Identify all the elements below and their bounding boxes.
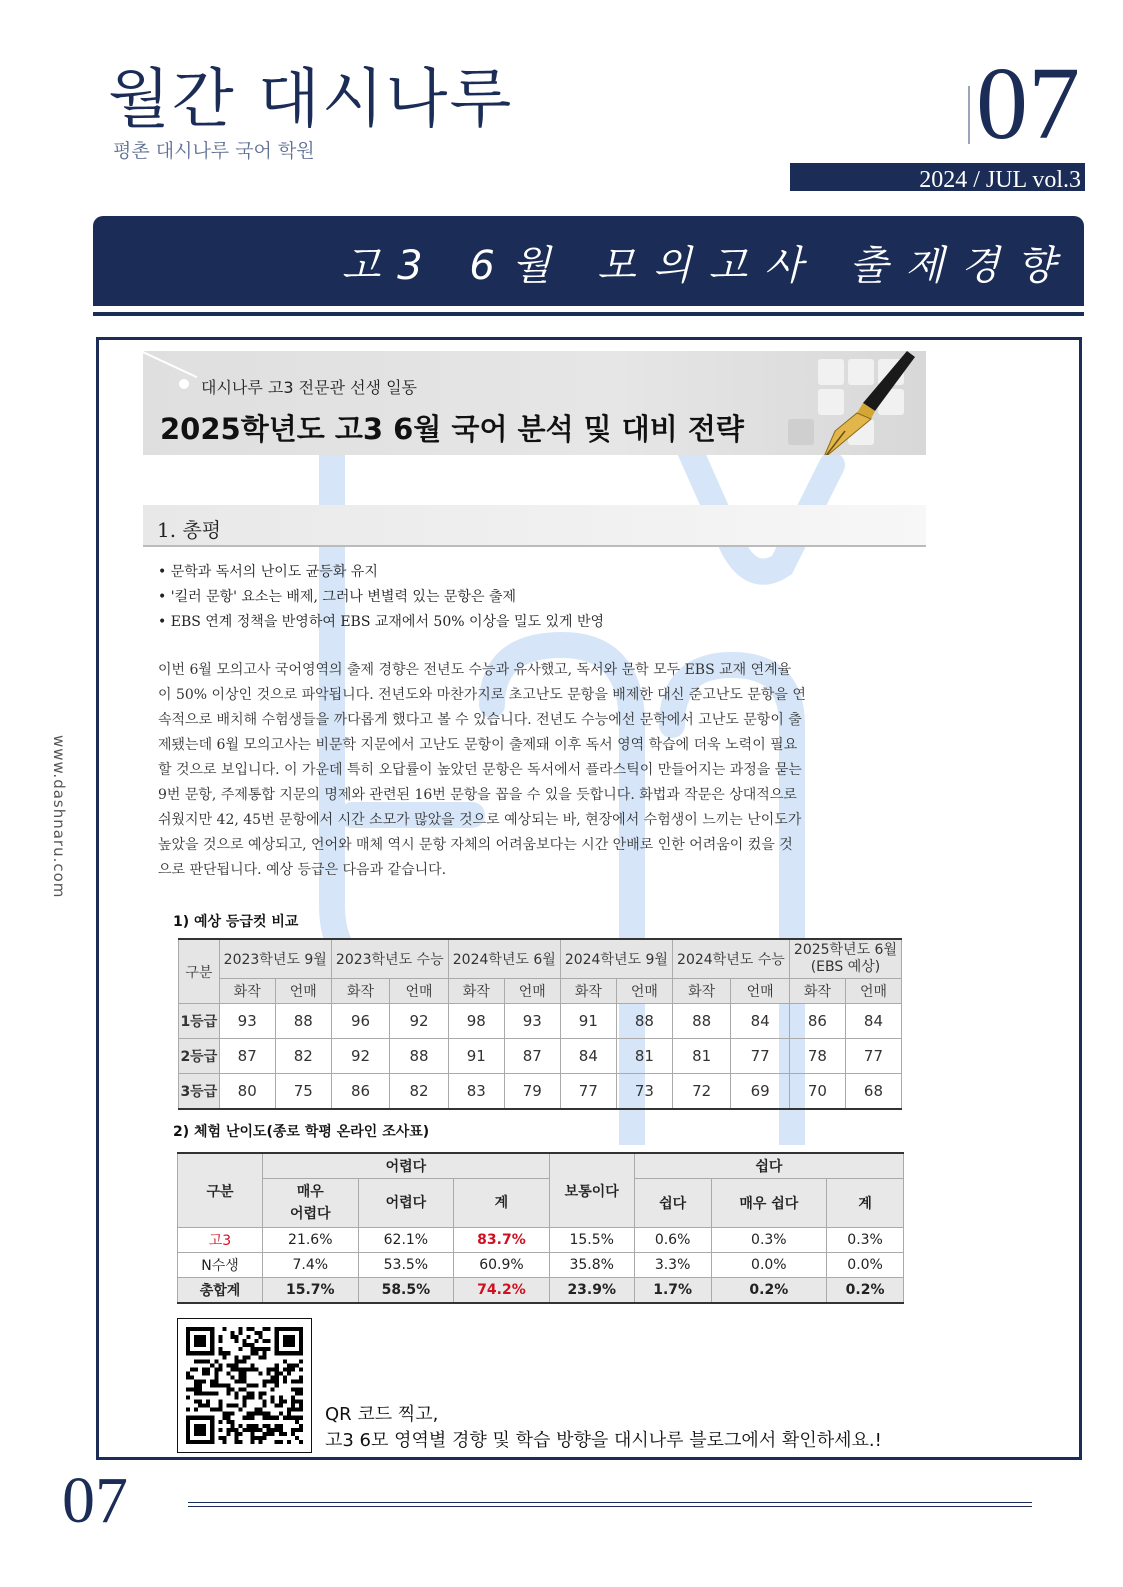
subject-header: 언매 [275, 979, 331, 1004]
subject-header: 언매 [616, 979, 672, 1004]
grade-cut-cell: 87 [219, 1039, 275, 1074]
issue-number: 07 [976, 46, 1080, 161]
percent-cell: 1.7% [634, 1278, 711, 1304]
subject-header: 언매 [390, 979, 449, 1004]
grade-cut-cell: 83 [448, 1074, 504, 1110]
magazine-title: 월간 대시나루 [108, 63, 514, 137]
row-label: 고3 [178, 1228, 263, 1253]
banner-underline [93, 312, 1084, 316]
grade-cut-cell: 82 [390, 1074, 449, 1110]
grade-cut-cell: 72 [672, 1074, 731, 1110]
grade-cut-cell: 77 [731, 1039, 790, 1074]
table1-caption: 1) 예상 등급컷 비교 [173, 914, 299, 930]
bullet-item: • '킬러 문항' 요소는 배제, 그러나 변별력 있는 문항은 출제 [158, 585, 604, 610]
subject-header: 언매 [504, 979, 560, 1004]
paragraph-line: 이번 6월 모의고사 국어영역의 출제 경향은 전년도 수능과 유사했고, 독서와 문학 모두 EBS 교재 연계율 [158, 662, 792, 678]
issue-divider [968, 86, 970, 144]
grade-cut-cell: 98 [448, 1004, 504, 1039]
table-corner: 구분 [178, 1153, 263, 1228]
grade-cut-cell: 68 [845, 1074, 901, 1110]
grade-cut-cell: 73 [616, 1074, 672, 1110]
grade-cut-cell: 79 [504, 1074, 560, 1110]
grade-cut-cell: 80 [219, 1074, 275, 1110]
bullet-dot-icon [179, 379, 189, 389]
grade-cut-cell: 75 [275, 1074, 331, 1110]
grade-cut-cell: 88 [275, 1004, 331, 1039]
subject-header: 화작 [331, 979, 390, 1004]
article-title: 2025학년도 고3 6월 국어 분석 및 대비 전략 [160, 412, 744, 446]
footer-issue-number: 07 [62, 1464, 128, 1537]
grade-cut-cell: 92 [390, 1004, 449, 1039]
grade-cut-cell: 91 [448, 1039, 504, 1074]
grade-cut-cell: 91 [560, 1004, 616, 1039]
grade-label: 1등급 [179, 1004, 220, 1039]
exam-header: 2024학년도 9월 [560, 939, 672, 979]
paragraph-line: 쉬웠지만 42, 45번 문항에서 시간 소모가 많았을 것으로 예상되는 바, 현장에서 수험생이 느끼는 난이도가 [158, 812, 802, 828]
grade-cut-cell: 87 [504, 1039, 560, 1074]
subject-header: 언매 [845, 979, 901, 1004]
subject-header: 화작 [560, 979, 616, 1004]
percent-cell: 3.3% [634, 1253, 711, 1278]
percent-cell: 0.3% [711, 1228, 827, 1253]
percent-cell: 23.9% [549, 1278, 634, 1304]
footer-rule [188, 1502, 1032, 1507]
paragraph-line: 으로 판단됩니다. 예상 등급은 다음과 같습니다. [158, 862, 447, 878]
group-header-hard: 어렵다 [263, 1153, 550, 1179]
grade-cut-cell: 82 [275, 1039, 331, 1074]
grade-cut-cell: 96 [331, 1004, 390, 1039]
paragraph-line: 이 50% 이상인 것으로 파악됩니다. 전년도와 마찬가지로 초고난도 문항을 배제한 대신 준고난도 문항을 연 [158, 687, 806, 703]
banner-title: 고3 6월 모의고사 출제경향 [341, 243, 1072, 289]
side-url: www.dashnaru.com [50, 735, 68, 899]
difficulty-subheader: 계 [827, 1179, 904, 1228]
grade-label: 2등급 [179, 1039, 220, 1074]
grade-cut-cell: 84 [560, 1039, 616, 1074]
exam-header: 2025학년도 6월 (EBS 예상) [789, 939, 901, 979]
grade-cut-cell: 93 [504, 1004, 560, 1039]
grade-cut-cell: 77 [560, 1074, 616, 1110]
table-row [179, 1039, 902, 1074]
difficulty-subheader: 계 [454, 1179, 550, 1228]
grade-cut-cell: 88 [390, 1039, 449, 1074]
qr-caption [325, 1402, 882, 1454]
side-url-container [50, 735, 88, 899]
exam-header: 2023학년도 9월 [219, 939, 331, 979]
summary-bullets [158, 560, 604, 635]
table2-caption: 2) 체험 난이도(종로 학평 온라인 조사표) [173, 1124, 430, 1140]
subject-header: 화작 [448, 979, 504, 1004]
decorative-line [143, 351, 197, 378]
bullet-item: • 문학과 독서의 난이도 균등화 유지 [158, 560, 604, 585]
difficulty-subheader: 어렵다 [358, 1179, 454, 1228]
percent-cell: 15.5% [549, 1228, 634, 1253]
percent-cell: 35.8% [549, 1253, 634, 1278]
table-row [178, 1228, 904, 1253]
table-corner: 구분 [179, 939, 220, 1004]
section-title-text: 1. 총평 [157, 518, 222, 542]
percent-cell: 15.7% [263, 1278, 359, 1304]
percent-cell: 0.3% [827, 1228, 904, 1253]
banner [93, 216, 1084, 306]
exam-header: 2023학년도 수능 [331, 939, 448, 979]
paragraph-line: 속적으로 배치해 수험생들을 까다롭게 했다고 볼 수 있습니다. 전년도 수능에선 문학에서 고난도 문항이 출 [158, 712, 802, 728]
percent-cell: 7.4% [263, 1253, 359, 1278]
percent-cell: 0.2% [711, 1278, 827, 1304]
fountain-pen-icon [815, 351, 915, 455]
grade-cut-cell: 88 [672, 1004, 731, 1039]
section-title [143, 505, 926, 547]
paragraph-line: 제됐는데 6월 모의고사는 비문학 지문에서 고난도 문항이 출제돼 이후 독서 영역 학습에 더욱 노력이 필요 [158, 737, 798, 753]
exam-header: 2024학년도 6월 [448, 939, 560, 979]
difficulty-subheader: 쉽다 [634, 1179, 711, 1228]
difficulty-subheader: 매우 어렵다 [263, 1179, 359, 1228]
arrow-square-icon [788, 419, 814, 445]
grade-cut-cell: 88 [616, 1004, 672, 1039]
table-row [179, 1074, 902, 1110]
grade-cut-cell: 70 [789, 1074, 845, 1110]
subject-header: 화작 [789, 979, 845, 1004]
bullet-item: • EBS 연계 정책을 반영하여 EBS 교재에서 50% 이상을 밀도 있게 반영 [158, 610, 604, 635]
subject-header: 화작 [219, 979, 275, 1004]
percent-cell: 0.6% [634, 1228, 711, 1253]
qr-code-icon[interactable] [177, 1318, 312, 1453]
grade-cut-table [178, 938, 902, 1110]
grade-cut-cell: 81 [616, 1039, 672, 1074]
difficulty-table [177, 1152, 904, 1304]
row-label: N수생 [178, 1253, 263, 1278]
difficulty-subheader: 매우 쉽다 [711, 1179, 827, 1228]
grade-cut-cell: 86 [789, 1004, 845, 1039]
group-header-normal: 보통이다 [549, 1153, 634, 1228]
percent-cell: 74.2% [454, 1278, 550, 1304]
percent-cell: 60.9% [454, 1253, 550, 1278]
percent-cell: 0.2% [827, 1278, 904, 1304]
grade-cut-cell: 93 [219, 1004, 275, 1039]
percent-cell: 62.1% [358, 1228, 454, 1253]
qr-caption-line2: 고3 6모 영역별 경향 및 학습 방향을 대시나루 블로그에서 확인하세요.! [325, 1430, 882, 1451]
grade-cut-cell: 84 [731, 1004, 790, 1039]
paragraph-line: 높았을 것으로 예상되고, 언어와 매체 역시 문항 자체의 어려움보다는 시간 안배로 인한 어려움이 컸을 것 [158, 837, 793, 853]
paragraph-line: 할 것으로 보입니다. 이 가운데 특히 오답률이 높았던 문항은 독서에서 플라스틱이 만들어지는 과정을 묻는 [158, 762, 802, 778]
subject-header: 언매 [731, 979, 790, 1004]
grade-cut-cell: 81 [672, 1039, 731, 1074]
grade-cut-cell: 86 [331, 1074, 390, 1110]
grade-cut-cell: 78 [789, 1039, 845, 1074]
grade-cut-cell: 84 [845, 1004, 901, 1039]
group-header-easy: 쉽다 [634, 1153, 903, 1179]
magazine-subtitle: 평촌 대시나루 국어 학원 [113, 140, 315, 162]
grade-cut-cell: 69 [731, 1074, 790, 1110]
percent-cell: 53.5% [358, 1253, 454, 1278]
summary-paragraph [158, 658, 926, 883]
grade-label: 3등급 [179, 1074, 220, 1110]
row-label: 총합계 [178, 1278, 263, 1304]
grade-cut-cell: 77 [845, 1039, 901, 1074]
exam-header: 2024학년도 수능 [672, 939, 789, 979]
table-row [179, 1004, 902, 1039]
issue-date: 2024 / JUL vol.3 [790, 163, 1085, 191]
subject-header: 화작 [672, 979, 731, 1004]
article-authors: 대시나루 고3 전문관 선생 일동 [201, 378, 417, 397]
percent-cell: 0.0% [827, 1253, 904, 1278]
percent-cell: 21.6% [263, 1228, 359, 1253]
percent-cell: 83.7% [454, 1228, 550, 1253]
paragraph-line: 9번 문항, 주제통합 지문의 명제와 관련된 16번 문항을 꼽을 수 있을 듯합니다. 화법과 작문은 상대적으로 [158, 787, 797, 803]
percent-cell: 58.5% [358, 1278, 454, 1304]
table-row [178, 1278, 904, 1304]
table-row [178, 1253, 904, 1278]
percent-cell: 0.0% [711, 1253, 827, 1278]
article-header-card [143, 351, 926, 455]
grade-cut-cell: 92 [331, 1039, 390, 1074]
qr-caption-line1: QR 코드 찍고, [325, 1404, 439, 1425]
